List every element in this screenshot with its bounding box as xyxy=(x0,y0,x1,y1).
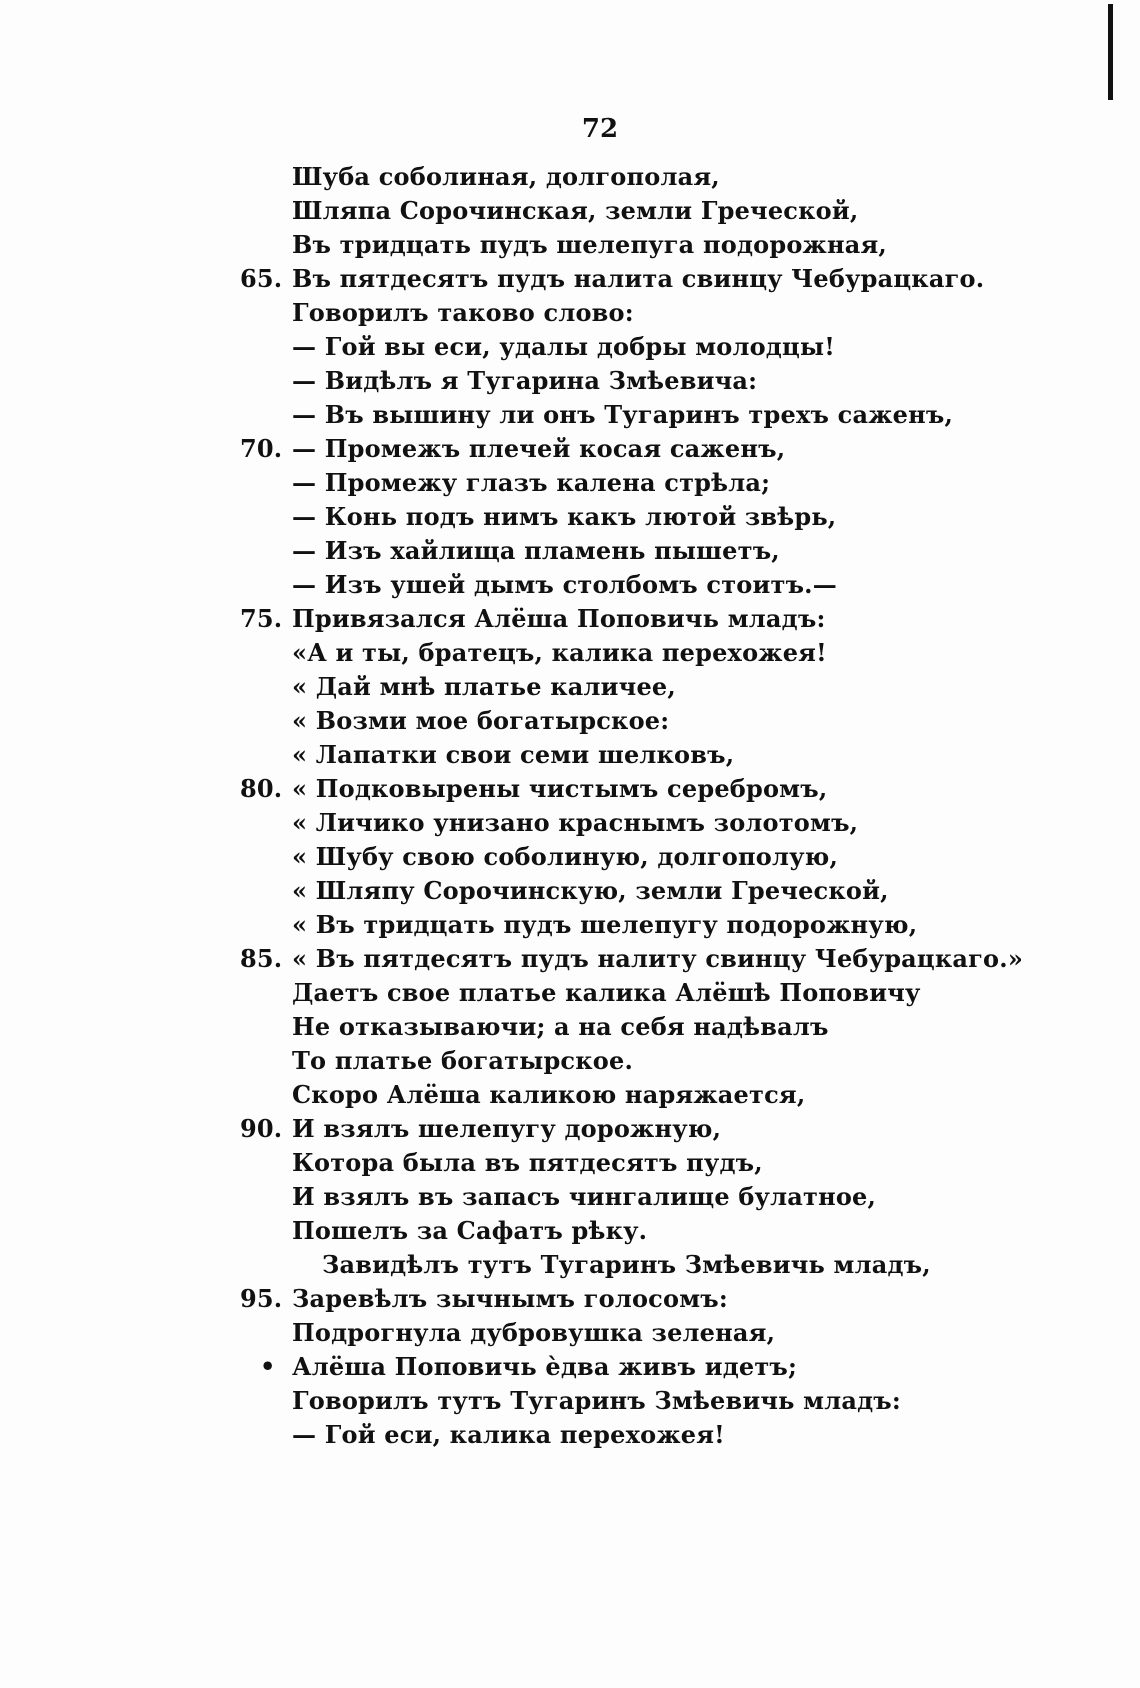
verse-text: « Личико унизано краснымъ золотомъ, xyxy=(292,808,859,837)
verse-text: — Промежъ плечей косая саженъ, xyxy=(292,434,786,463)
verse-line xyxy=(240,194,1000,228)
verse-line xyxy=(240,908,1000,942)
verse-line xyxy=(240,330,1000,364)
verse-line xyxy=(240,398,1000,432)
verse-line xyxy=(240,262,1000,296)
verse-line xyxy=(240,364,1000,398)
verse-text: Завидѣлъ тутъ Тугаринъ Змѣевичь младъ, xyxy=(322,1250,931,1279)
verse-text: — Изъ хайлища пламень пышетъ, xyxy=(292,536,780,565)
verse-number: 70. xyxy=(240,434,283,463)
verse-line xyxy=(240,636,1000,670)
verse-number: 95. xyxy=(240,1284,283,1313)
verse-line xyxy=(240,1010,1000,1044)
verse-text: — Промежу глазъ калена стрѣла; xyxy=(292,468,771,497)
verse-text: — Видѣлъ я Тугарина Змѣевича: xyxy=(292,366,758,395)
verse-text: Алёша Поповичь ѐдва живъ идетъ; xyxy=(292,1352,798,1381)
verse-text: — Конь подъ нимъ какъ лютой звѣрь, xyxy=(292,502,837,531)
verse-text: « Въ пятдесятъ пудъ налиту свинцу Чебурацкаго.» xyxy=(292,944,1024,973)
verse-line xyxy=(240,1078,1000,1112)
verse-text: «А и ты, братецъ, калика перехожея! xyxy=(292,638,827,667)
verse-line xyxy=(240,568,1000,602)
page-edge-mark xyxy=(1108,4,1113,100)
verse-text: — Гой еси, калика перехожея! xyxy=(292,1420,725,1449)
verse-line xyxy=(240,1316,1000,1350)
verse-line xyxy=(240,296,1000,330)
verse-text: Не отказываючи; а на себя надѣвалъ xyxy=(292,1012,829,1041)
verse-line xyxy=(240,160,1000,194)
verse-text: Заревѣлъ зычнымъ голосомъ: xyxy=(292,1284,728,1313)
verse-text: И взялъ въ запасъ чингалище булатное, xyxy=(292,1182,877,1211)
verse-line xyxy=(240,602,1000,636)
verse-text: И взялъ шелепугу дорожную, xyxy=(292,1114,722,1143)
verse-text: Пошелъ за Сафатъ рѣку. xyxy=(292,1216,648,1245)
verse-number: 85. xyxy=(240,944,283,973)
verse-text: « Дай мнѣ платье каличее, xyxy=(292,672,676,701)
bullet-mark: • xyxy=(260,1352,276,1381)
verse-text: « Шляпу Сорочинскую, земли Греческой, xyxy=(292,876,889,905)
verse-text: « Шубу свою соболиную, долгополую, xyxy=(292,842,839,871)
verse-text: Скоро Алёша каликою наряжается, xyxy=(292,1080,806,1109)
verse-text: « Подковырены чистымъ серебромъ, xyxy=(292,774,828,803)
verse-line xyxy=(240,976,1000,1010)
verse-text: То платье богатырское. xyxy=(292,1046,634,1075)
verse-line xyxy=(240,738,1000,772)
verse-line xyxy=(240,1282,1000,1316)
verse-block xyxy=(240,160,1024,1452)
verse-line xyxy=(240,466,1000,500)
verse-line xyxy=(240,1146,1000,1180)
verse-text: « Возми мое богатырское: xyxy=(292,706,670,735)
verse-line xyxy=(240,432,1000,466)
verse-line xyxy=(240,840,1000,874)
verse-line xyxy=(240,228,1000,262)
verse-text: Подрогнула дубровушка зеленая, xyxy=(292,1318,776,1347)
verse-line xyxy=(240,1248,1000,1282)
verse-text: « Лапатки свои семи шелковъ, xyxy=(292,740,735,769)
verse-text: — Изъ ушей дымъ столбомъ стоитъ.— xyxy=(292,570,837,599)
verse-line xyxy=(240,500,1000,534)
verse-number: 65. xyxy=(240,264,283,293)
verse-line xyxy=(240,1384,1000,1418)
verse-line xyxy=(240,1214,1000,1248)
verse-number: 90. xyxy=(240,1114,283,1143)
verse-text: — Въ вышину ли онъ Тугаринъ трехъ саженъ, xyxy=(292,400,954,429)
verse-number: 75. xyxy=(240,604,283,633)
verse-line xyxy=(240,534,1000,568)
verse-text: — Гой вы еси, удалы добры молодцы! xyxy=(292,332,835,361)
verse-line xyxy=(240,1044,1000,1078)
verse-text: Котора была въ пятдесятъ пудъ, xyxy=(292,1148,763,1177)
verse-text: Въ тридцать пудъ шелепуга подорожная, xyxy=(292,230,887,259)
verse-text: Шуба соболиная, долгополая, xyxy=(292,162,720,191)
verse-line xyxy=(240,1350,1000,1384)
verse-line xyxy=(240,772,1000,806)
verse-line xyxy=(240,874,1000,908)
verse-number: 80. xyxy=(240,774,283,803)
verse-text: Привязался Алёша Поповичь младъ: xyxy=(292,604,826,633)
verse-text: Въ пятдесятъ пудъ налита свинцу Чебурацкаго. xyxy=(292,264,985,293)
verse-line xyxy=(240,670,1000,704)
verse-line xyxy=(240,1180,1000,1214)
page-number: 72 xyxy=(581,114,619,144)
verse-line xyxy=(240,1418,1000,1452)
verse-text: « Въ тридцать пудъ шелепугу подорожную, xyxy=(292,910,918,939)
verse-line xyxy=(240,942,1024,976)
verse-line xyxy=(240,704,1000,738)
verse-line xyxy=(240,806,1000,840)
verse-text: Говорилъ таково слово: xyxy=(292,298,634,327)
verse-text: Шляпа Сорочинская, земли Греческой, xyxy=(292,196,859,225)
verse-text: Говорилъ тутъ Тугаринъ Змѣевичь младъ: xyxy=(292,1386,901,1415)
verse-text: Даетъ свое платье калика Алёшѣ Поповичу xyxy=(292,978,921,1007)
verse-line xyxy=(240,1112,1000,1146)
